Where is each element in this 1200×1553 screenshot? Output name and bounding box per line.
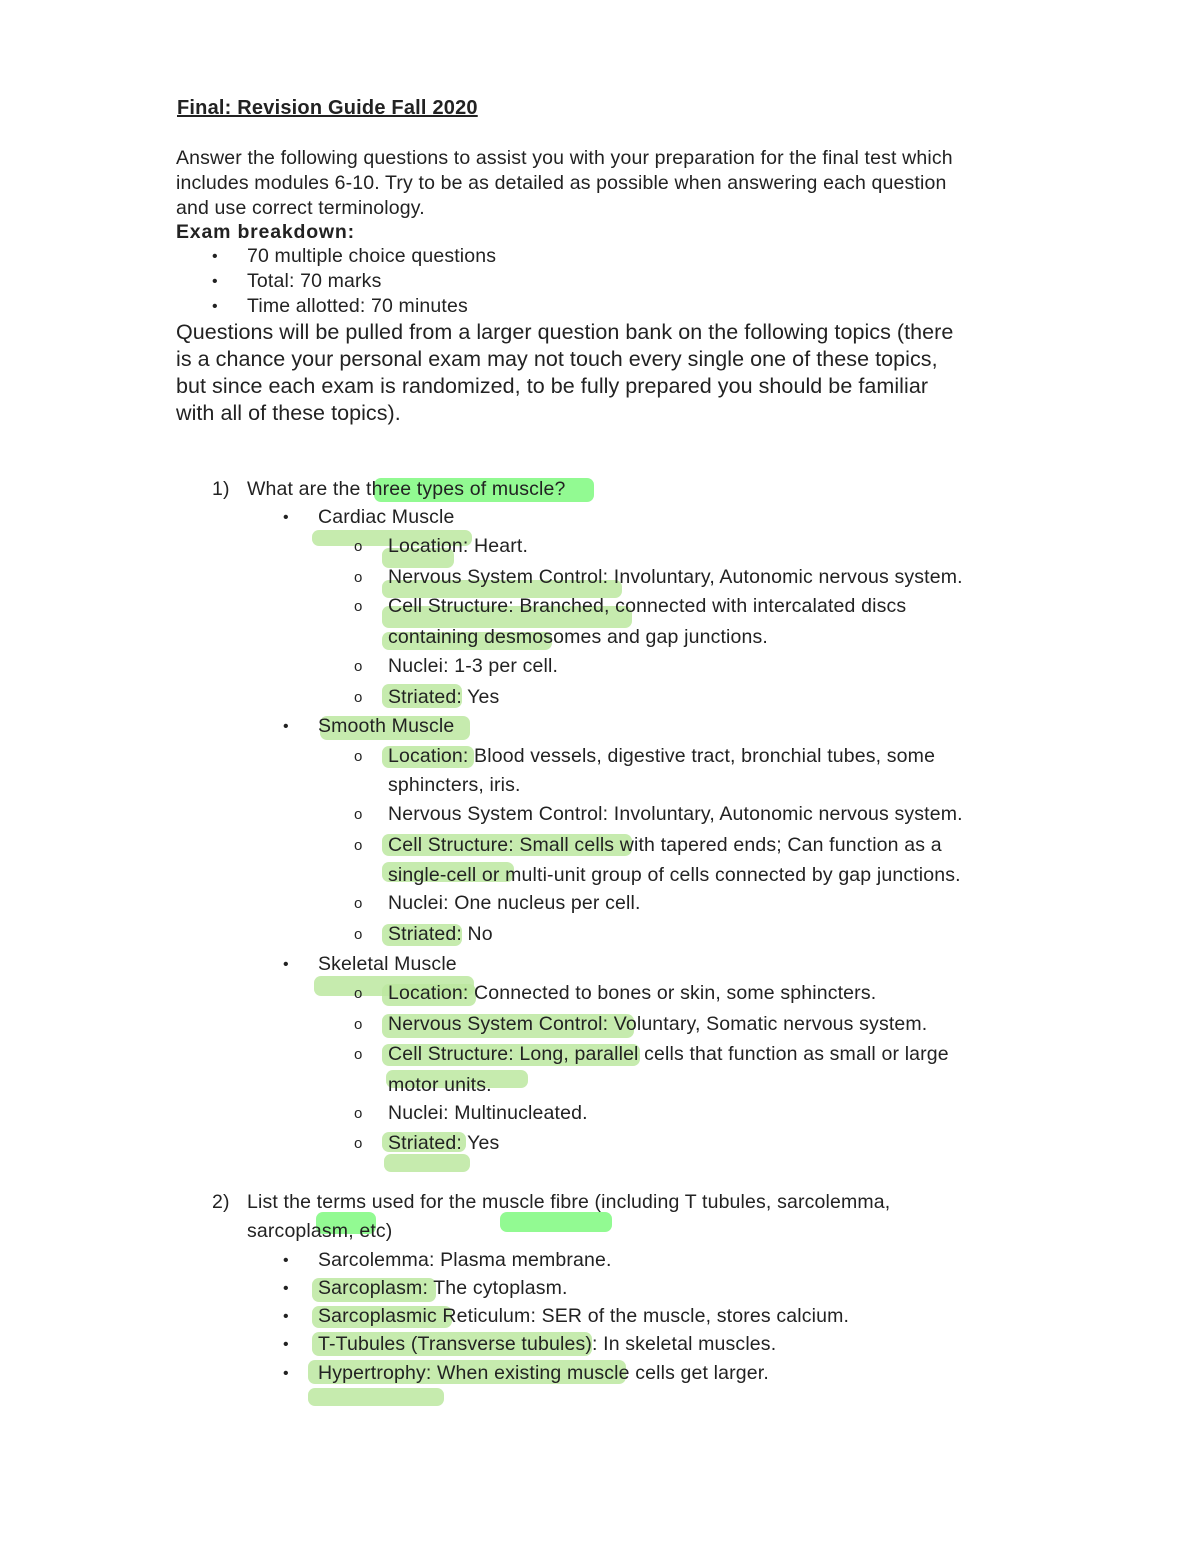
bullet: •	[283, 1252, 289, 1269]
cardiac-item: Location: Heart.	[388, 535, 529, 557]
sub-bullet: o	[354, 598, 363, 615]
bullet: •	[283, 718, 289, 735]
exam-breakdown-heading: Exam breakdown:	[176, 221, 355, 243]
topics-line: with all of these topics).	[176, 401, 401, 425]
breakdown-item: 70 multiple choice questions	[247, 245, 497, 267]
topics-line: is a chance your personal exam may not touch every single one of these topics,	[176, 347, 938, 371]
muscle-type-label: Cardiac Muscle	[318, 506, 455, 528]
question-text: What are the three types of muscle?	[247, 478, 566, 500]
term-item: Hypertrophy: When existing muscle cells get larger.	[318, 1362, 769, 1384]
highlight-mark	[308, 1388, 444, 1406]
question-text: List the terms used for the muscle fibre (including T tubules, sarcolemma,	[247, 1191, 891, 1213]
skeletal-item: Striated: Yes	[388, 1132, 500, 1154]
sub-bullet: o	[354, 569, 363, 586]
sub-bullet: o	[354, 895, 363, 912]
bullet: •	[283, 1365, 289, 1382]
sub-bullet: o	[354, 658, 363, 675]
bullet: •	[283, 1336, 289, 1353]
smooth-item: Nervous System Control: Involuntary, Autonomic nervous system.	[388, 803, 963, 825]
breakdown-item: Total: 70 marks	[247, 270, 382, 292]
document-title: Final: Revision Guide Fall 2020	[177, 97, 478, 119]
skeletal-item: Nuclei: Multinucleated.	[388, 1102, 588, 1124]
cardiac-item: Nervous System Control: Involuntary, Autonomic nervous system.	[388, 566, 963, 588]
question-number: 1)	[212, 478, 230, 500]
sub-bullet: o	[354, 689, 363, 706]
intro-line: includes modules 6-10. Try to be as detailed as possible when answering each question	[176, 172, 947, 194]
cardiac-item: Striated: Yes	[388, 686, 500, 708]
bullet: •	[283, 509, 289, 526]
smooth-item: Striated: No	[388, 923, 493, 945]
sub-bullet: o	[354, 806, 363, 823]
cardiac-item: containing desmosomes and gap junctions.	[388, 626, 768, 648]
muscle-type-label: Skeletal Muscle	[318, 953, 457, 975]
bullet: •	[212, 248, 218, 265]
question-number: 2)	[212, 1191, 230, 1213]
term-item: Sarcoplasmic Reticulum: SER of the muscle, stores calcium.	[318, 1305, 850, 1327]
term-item: Sarcoplasm: The cytoplasm.	[318, 1277, 568, 1299]
sub-bullet: o	[354, 1135, 363, 1152]
bullet: •	[283, 1308, 289, 1325]
sub-bullet: o	[354, 837, 363, 854]
intro-line: and use correct terminology.	[176, 197, 425, 219]
skeletal-item: Location: Connected to bones or skin, some sphincters.	[388, 982, 877, 1004]
bullet: •	[212, 298, 218, 315]
term-item: T-Tubules (Transverse tubules): In skeletal muscles.	[318, 1333, 777, 1355]
skeletal-item: Nervous System Control: Voluntary, Somatic nervous system.	[388, 1013, 928, 1035]
smooth-item: Nuclei: One nucleus per cell.	[388, 892, 641, 914]
cardiac-item: Cell Structure: Branched, connected with intercalated discs	[388, 595, 907, 617]
smooth-item: single-cell or multi-unit group of cells connected by gap junctions.	[388, 864, 961, 886]
highlight-mark	[384, 1154, 470, 1172]
term-item: Sarcolemma: Plasma membrane.	[318, 1249, 612, 1271]
smooth-item: sphincters, iris.	[388, 774, 521, 796]
sub-bullet: o	[354, 985, 363, 1002]
cardiac-item: Nuclei: 1-3 per cell.	[388, 655, 559, 677]
topics-line: but since each exam is randomized, to be fully prepared you should be familiar	[176, 374, 929, 398]
smooth-item: Location: Blood vessels, digestive tract, bronchial tubes, some	[388, 745, 936, 767]
skeletal-item: Cell Structure: Long, parallel cells that function as small or large	[388, 1043, 949, 1065]
skeletal-item: motor units.	[388, 1074, 492, 1096]
sub-bullet: o	[354, 748, 363, 765]
sub-bullet: o	[354, 1105, 363, 1122]
highlight-mark	[500, 1212, 612, 1232]
bullet: •	[212, 273, 218, 290]
sub-bullet: o	[354, 926, 363, 943]
breakdown-item: Time allotted: 70 minutes	[247, 295, 468, 317]
smooth-item: Cell Structure: Small cells with tapered ends; Can function as a	[388, 834, 942, 856]
sub-bullet: o	[354, 1016, 363, 1033]
intro-line: Answer the following questions to assist you with your preparation for the final test which	[176, 147, 953, 169]
muscle-type-label: Smooth Muscle	[318, 715, 455, 737]
sub-bullet: o	[354, 538, 363, 555]
topics-line: Questions will be pulled from a larger question bank on the following topics (there	[176, 320, 954, 344]
bullet: •	[283, 1280, 289, 1297]
bullet: •	[283, 956, 289, 973]
question-text: sarcoplasm, etc)	[247, 1220, 393, 1242]
sub-bullet: o	[354, 1046, 363, 1063]
